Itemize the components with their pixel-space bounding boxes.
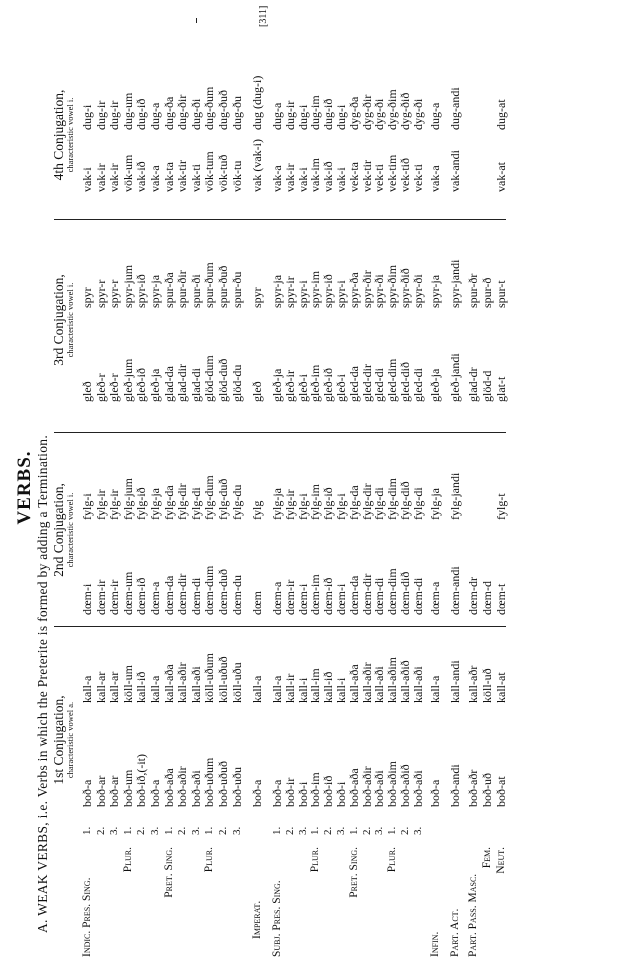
verb-form: kall-i xyxy=(334,677,348,703)
verb-form: dœm-ir xyxy=(107,579,122,615)
verb-form: gled-dir xyxy=(359,364,374,402)
verb-form: vek-tið xyxy=(398,158,412,192)
verb-form: vök-tuð xyxy=(216,154,230,192)
row-label: Part. Act. xyxy=(449,908,461,957)
verb-form: fylg-ir xyxy=(93,489,108,520)
person-number: 2. xyxy=(322,826,335,835)
verb-form: dœm-a xyxy=(148,581,162,615)
verb-form: kall-a xyxy=(250,675,264,703)
verb-form: dœm-a xyxy=(270,581,284,615)
verb-form: vak-tir xyxy=(175,160,190,192)
verb-form: vak-a xyxy=(148,165,162,192)
verb-form: gleð-ir xyxy=(282,370,297,402)
verb-form: gleð-jum xyxy=(120,358,135,402)
verb-form: boð-at xyxy=(494,776,508,807)
verb-form: dug-a xyxy=(148,102,162,130)
verb-form: fylg-ja xyxy=(428,488,442,520)
verb-form: kall-aði xyxy=(410,666,425,703)
person-number: 2. xyxy=(399,826,411,835)
verb-form: dœm-um xyxy=(120,571,135,615)
verb-form: boð-uð xyxy=(480,773,494,807)
verb-form: spyr xyxy=(80,287,94,308)
verb-form: vak (vak-i) xyxy=(250,139,264,192)
person-number: 3. xyxy=(296,826,309,835)
verb-form: dœm-dið xyxy=(398,571,412,615)
verb-form: kall-a xyxy=(80,675,94,703)
conjugation-name: 2nd Conjugation, xyxy=(51,483,66,577)
verb-form: boð-uðuð xyxy=(216,761,230,807)
verb-form: dug-ðir xyxy=(175,94,190,130)
verb-form: boð-i xyxy=(295,781,310,807)
verb-form: boð-a xyxy=(80,779,94,807)
verb-form: boð-aði xyxy=(410,770,425,807)
verb-form: boð-andi xyxy=(448,764,462,807)
verb-form: kall-aðim xyxy=(385,657,400,703)
verb-form: spur-t xyxy=(494,280,508,308)
verb-form: dug-ða xyxy=(161,96,176,130)
person-number: 3. xyxy=(149,826,161,835)
verb-form: boð-ar xyxy=(107,775,122,807)
verb-form: spyr-jum xyxy=(120,264,135,308)
verb-form: dœm-andi xyxy=(448,566,462,615)
verb-form: glöd-d xyxy=(480,370,494,402)
conjugation-note: characteristic vowel i. xyxy=(65,282,75,358)
verb-form: dœm-duð xyxy=(216,569,230,615)
verb-form: fylg-ið xyxy=(134,487,149,520)
conjugation-note: characteristic vowel i. xyxy=(65,492,75,568)
verb-form: fylg-i xyxy=(295,493,310,520)
verb-form: gleð-ið xyxy=(134,368,149,402)
verb-form: vek-ti xyxy=(372,164,387,192)
verb-form: gleð-ið xyxy=(321,368,336,402)
verb-form: dœm-dum xyxy=(202,565,217,615)
page-number: [311] xyxy=(258,5,269,27)
verb-form: gleð-i xyxy=(295,374,310,402)
verb-form: fylg xyxy=(250,500,264,520)
verb-form: spyr-i xyxy=(295,280,310,308)
person-number: 2. xyxy=(283,826,296,835)
verb-form: kall-im xyxy=(308,668,323,703)
verb-form: fylg-ið xyxy=(321,487,336,520)
conjugation-header xyxy=(52,40,75,230)
verb-form: dug-ðuð xyxy=(216,90,230,130)
verb-form: gled-da xyxy=(346,366,361,402)
verb-form: dœm-di xyxy=(372,577,387,615)
verb-form: spur-ðu xyxy=(229,271,244,308)
verb-form: dug-a xyxy=(270,102,284,130)
verb-form: spyr-ið xyxy=(321,274,336,308)
verb-form: dug-ði xyxy=(188,98,203,130)
verb-form: vak-at xyxy=(494,162,508,192)
verb-form: spyr-ðim xyxy=(385,264,400,308)
verb-form: vak-ti xyxy=(188,164,203,192)
verb-form: spyr-ja xyxy=(270,274,284,308)
verb-form: kall-aðr xyxy=(466,665,480,703)
verb-form: boð-a xyxy=(428,779,442,807)
verb-form: gleð-im xyxy=(308,364,323,402)
verb-form: vak-ið xyxy=(134,161,149,192)
verb-form: boð-uðu xyxy=(229,767,244,807)
conjugation-header xyxy=(52,225,75,415)
verb-form: boð-aða xyxy=(346,768,361,807)
verb-form: kall-aða xyxy=(346,664,361,703)
verb-form: glad-di xyxy=(188,368,203,402)
verb-form: dœm-t xyxy=(494,583,508,615)
person-number: 2. xyxy=(94,826,107,835)
conjugation-name: 3rd Conjugation, xyxy=(51,274,66,366)
person-number: 1. xyxy=(271,826,283,835)
verb-form: glöd-du xyxy=(229,364,244,402)
column-divider xyxy=(54,219,506,220)
conjugation-name: 1st Conjugation, xyxy=(51,695,66,785)
verb-form: vak-im xyxy=(308,158,323,192)
verb-form: spur-ði xyxy=(188,274,203,308)
person-number: 3. xyxy=(373,826,386,835)
verb-form: kall-aðið xyxy=(398,660,412,703)
verb-form: fylg-t xyxy=(494,493,508,520)
verb-form: dœm-d xyxy=(480,581,494,615)
verb-form: vök-um xyxy=(120,154,135,192)
verb-form: dœm-ið xyxy=(321,577,336,615)
verb-form: vök-tum xyxy=(202,151,217,192)
verb-form: spyr-ja xyxy=(428,274,442,308)
verb-form: kall-ar xyxy=(107,671,122,703)
verb-form: fylg-dum xyxy=(202,475,217,520)
row-label: Subj. Pres. Sing. xyxy=(271,880,283,957)
verb-form: glad-da xyxy=(161,366,176,402)
verb-form: boð-aði xyxy=(188,770,203,807)
verb-form: fylg-dið xyxy=(398,481,412,520)
verb-form: fylg-jum xyxy=(120,478,135,520)
verb-form: vek-ta xyxy=(346,162,361,192)
verb-form: spyr-r xyxy=(107,279,122,308)
verb-form: gled-dið xyxy=(398,362,412,402)
verb-form: fylg-duð xyxy=(216,478,230,520)
verb-form: fylg-im xyxy=(308,484,323,520)
row-label: Infin. xyxy=(429,931,441,957)
verb-form: dœm-i xyxy=(334,583,348,615)
verb-form: fylg-du xyxy=(229,484,244,520)
verb-form: dug-im xyxy=(308,95,323,130)
row-label: Plur. xyxy=(386,847,399,873)
row-label: Part. Pass. Masc. xyxy=(467,873,479,957)
verb-form: kall-at xyxy=(494,672,508,703)
person-number: 3. xyxy=(335,826,347,835)
verb-form: dug-i xyxy=(80,104,94,130)
person-number: 1. xyxy=(347,826,360,835)
verb-form: spyr-ir xyxy=(282,276,297,308)
verb-form: dœm-dr xyxy=(466,577,480,615)
verb-form: kall-aða xyxy=(161,664,176,703)
person-number: 3. xyxy=(189,826,202,835)
verb-form: köll-um xyxy=(120,665,135,703)
verb-form: vak-ið xyxy=(321,161,336,192)
verb-form: boð-um xyxy=(120,769,135,807)
verb-form: köll-uðum xyxy=(202,653,217,703)
verb-form: spyr-ði xyxy=(410,274,425,308)
verb-form: kall-ið xyxy=(321,671,336,703)
person-number: 1. xyxy=(162,826,175,835)
verb-form: kall-aðir xyxy=(175,662,190,703)
verb-form: kall-a xyxy=(270,675,284,703)
verb-form: boð-ar xyxy=(93,775,108,807)
person-number: 2. xyxy=(135,826,148,835)
verb-form: kall-ið xyxy=(134,671,149,703)
verb-form: vek-ti xyxy=(410,164,425,192)
verb-form: dœm-di xyxy=(410,577,425,615)
verb-form: fylg-dir xyxy=(359,483,374,520)
verb-form: vak-i xyxy=(334,167,348,192)
verb-form: boð-im xyxy=(308,772,323,807)
verb-form: dug-i xyxy=(295,104,310,130)
verb-form: spyr-ið xyxy=(134,274,149,308)
verb-form: boð-aða xyxy=(161,768,176,807)
verb-form: spur-ðr xyxy=(466,273,480,308)
verb-form: kall-aði xyxy=(188,666,203,703)
verb-form: fylg-dim xyxy=(385,478,400,520)
verb-form: gleð-i xyxy=(334,374,348,402)
verb-form: gleð-ja xyxy=(428,368,442,402)
verb-form: spyr-ða xyxy=(346,272,361,308)
verb-form: gleð-r xyxy=(107,373,122,402)
person-number: 3. xyxy=(230,826,243,835)
verb-form: dug-i xyxy=(334,104,348,130)
verb-form: dug-um xyxy=(120,92,135,130)
verb-form: fylg-di xyxy=(188,487,203,520)
verb-form: köll-uðu xyxy=(229,662,244,703)
verb-form: fylg-da xyxy=(161,485,176,520)
verb-form: vak-a xyxy=(428,165,442,192)
verb-form: boð-ið,(-it) xyxy=(134,754,149,807)
verb-form: dyg-ði xyxy=(410,98,425,130)
verb-form: spur-ðir xyxy=(175,270,190,308)
verb-form: dug-ðum xyxy=(202,86,217,130)
conjugation-note: characteristic vowel i. xyxy=(65,97,75,173)
person-number: 2. xyxy=(217,826,229,835)
verb-form: vek-tir xyxy=(359,160,374,192)
verb-form: kall-aði xyxy=(372,666,387,703)
verb-form: dug-ir xyxy=(93,100,108,130)
verb-form: dœm-dir xyxy=(175,573,190,615)
verb-form: glöd-dum xyxy=(202,355,217,402)
verb-form: boð-aðr xyxy=(466,769,480,807)
verb-form: dug-ir xyxy=(282,100,297,130)
verb-form: vak-ir xyxy=(107,163,122,192)
verb-form: fylg-jandi xyxy=(448,472,462,520)
row-label: Plur. xyxy=(121,847,134,873)
conjugation-header xyxy=(52,645,75,835)
verb-form: fylg-i xyxy=(80,493,94,520)
person-number: 1. xyxy=(203,826,216,835)
verb-form: kall-aðir xyxy=(359,662,374,703)
verb-form: fylg-i xyxy=(334,493,348,520)
verb-form: dœm xyxy=(250,591,264,615)
row-label: Pret. Sing. xyxy=(347,847,360,898)
verb-form: dug-at xyxy=(494,99,508,130)
verb-form: dœm-dir xyxy=(359,573,374,615)
verb-form: dug-andi xyxy=(448,87,462,130)
verb-form: spur-ða xyxy=(161,272,176,308)
verb-form: vak-ta xyxy=(161,162,176,192)
person-number: 1. xyxy=(121,826,134,835)
verb-form: gled-di xyxy=(372,368,387,402)
person-number: 2. xyxy=(360,826,373,835)
verb-form: glad-dr xyxy=(466,367,480,402)
verb-form: kall-ar xyxy=(93,671,108,703)
verb-form: boð-i xyxy=(334,781,348,807)
verb-form: dyg-ðið xyxy=(398,92,412,130)
verb-form: dug (dug-i) xyxy=(250,75,264,130)
verb-form: fylg-ja xyxy=(270,488,284,520)
verb-form: kall-a xyxy=(428,675,442,703)
verb-form: glad-dir xyxy=(175,364,190,402)
verb-form: vak-a xyxy=(270,165,284,192)
verb-form: dug-ðu xyxy=(229,96,244,130)
person-number: 1. xyxy=(81,826,93,835)
verb-form: kall-i xyxy=(295,677,310,703)
row-label: Plur. xyxy=(203,847,216,873)
verb-form: dyg-ðim xyxy=(385,89,400,130)
verb-form: köll-uðuð xyxy=(216,656,230,703)
verb-form: spur-ðuð xyxy=(216,265,230,308)
row-label: Neut. xyxy=(495,847,507,874)
verb-form: spyr xyxy=(250,287,264,308)
verb-form: kall-ir xyxy=(282,673,297,703)
verb-form: dyg-ðir xyxy=(359,94,374,130)
verb-form: spur-ðum xyxy=(202,262,217,308)
conjugation-name: 4th Conjugation, xyxy=(51,89,66,181)
verb-form: dœm-da xyxy=(346,575,361,615)
verb-form: spur-ð xyxy=(480,277,494,308)
verb-form: dœm-a xyxy=(428,581,442,615)
verb-form: gleð xyxy=(250,381,264,402)
row-label: Plur. xyxy=(309,847,322,873)
verb-form: dœm-ir xyxy=(93,579,108,615)
verb-form: dœm-ir xyxy=(282,579,297,615)
row-label: Indic. Pres. Sing. xyxy=(81,877,93,957)
verb-form: boð-a xyxy=(148,779,162,807)
verb-form: vak-ir xyxy=(93,163,108,192)
verb-form: dug-ið xyxy=(134,98,149,130)
verb-form: dœm-ið xyxy=(134,577,149,615)
verb-form: dœm-du xyxy=(229,575,244,615)
verb-form: spyr-jandi xyxy=(448,259,462,308)
verb-form: dœm-i xyxy=(295,583,310,615)
verb-form: kall-andi xyxy=(448,660,462,703)
verb-form: boð-a xyxy=(270,779,284,807)
verb-form: spyr-i xyxy=(334,280,348,308)
verb-form: boð-uðum xyxy=(202,757,217,807)
verb-form: fylg-da xyxy=(346,485,361,520)
verb-form: gleð-ja xyxy=(270,368,284,402)
verb-form: boð-ir xyxy=(282,777,297,807)
person-number: 3. xyxy=(411,826,424,835)
verb-form: kall-a xyxy=(148,675,162,703)
column-divider xyxy=(54,626,506,627)
verb-form: boð-ið xyxy=(321,775,336,807)
verb-form: spyr-ja xyxy=(148,274,162,308)
verb-form: gleð-r xyxy=(93,373,108,402)
verb-form: boð-aðið xyxy=(398,764,412,807)
verb-form: dyg-ða xyxy=(346,96,361,130)
verb-form: fylg-ir xyxy=(107,489,122,520)
person-number: 1. xyxy=(309,826,322,835)
verb-form: fylg-ir xyxy=(282,489,297,520)
person-number: 2. xyxy=(176,826,189,835)
verb-form: dug-ir xyxy=(107,100,122,130)
row-label: Fem. xyxy=(481,847,493,869)
verb-form: spyr-im xyxy=(308,270,323,308)
verb-form: dœm-im xyxy=(308,574,323,615)
verb-form: gled-dim xyxy=(385,358,400,402)
verb-form: vök-tu xyxy=(229,160,244,192)
verb-form: dœm-da xyxy=(161,575,176,615)
verb-form: fylg-ja xyxy=(148,488,162,520)
page-title: VERBS. xyxy=(14,450,35,525)
verb-form: fylg-di xyxy=(372,487,387,520)
verb-form: vak-i xyxy=(80,167,94,192)
row-label: Pret. Sing. xyxy=(162,847,175,898)
conjugation-header xyxy=(52,435,75,625)
conjugation-note: characteristic vowel a. xyxy=(65,701,75,779)
section-heading: A. WEAK VERBS, i.e. Verbs in which the Preterite is formed by adding a Termination. xyxy=(35,434,50,933)
verb-form: vak-ir xyxy=(282,163,297,192)
verb-form: vak-andi xyxy=(448,150,462,192)
verb-form: dyg-ði xyxy=(372,98,387,130)
verb-form: dœm-i xyxy=(80,583,94,615)
verb-form: boð-aði xyxy=(372,770,387,807)
verb-form: spyr-ðið xyxy=(398,268,412,308)
verb-form: vek-tim xyxy=(385,154,400,192)
verb-form: dug-ið xyxy=(321,98,336,130)
verb-form: dug-a xyxy=(428,102,442,130)
column-divider xyxy=(54,432,506,433)
verb-form: glat-t xyxy=(494,376,508,402)
person-number: 3. xyxy=(108,826,121,835)
row-label: Imperat. xyxy=(251,900,263,939)
verb-form: vak-i xyxy=(295,167,310,192)
person-number: 1. xyxy=(386,826,399,835)
verb-form: boð-a xyxy=(250,779,264,807)
verb-form: gleð-ja xyxy=(148,368,162,402)
verb-form: gleð-jandi xyxy=(448,353,462,402)
verb-form: spyr-ðir xyxy=(359,270,374,308)
verb-form: glöd-duð xyxy=(216,358,230,402)
verb-form: fylg-dir xyxy=(175,483,190,520)
verb-form: dœm-di xyxy=(188,577,203,615)
verb-form: gled-di xyxy=(410,368,425,402)
verb-form: gleð xyxy=(80,381,94,402)
divider-mark xyxy=(196,18,197,23)
verb-form: dœm-dim xyxy=(385,568,400,615)
verb-form: spyr-ði xyxy=(372,274,387,308)
verb-form: boð-aðir xyxy=(175,766,190,807)
verb-form: boð-aðir xyxy=(359,766,374,807)
verb-form: köll-uð xyxy=(480,668,494,703)
verb-form: fylg-di xyxy=(410,487,425,520)
verb-form: boð-aðim xyxy=(385,761,400,807)
verb-form: spyr-r xyxy=(93,279,108,308)
